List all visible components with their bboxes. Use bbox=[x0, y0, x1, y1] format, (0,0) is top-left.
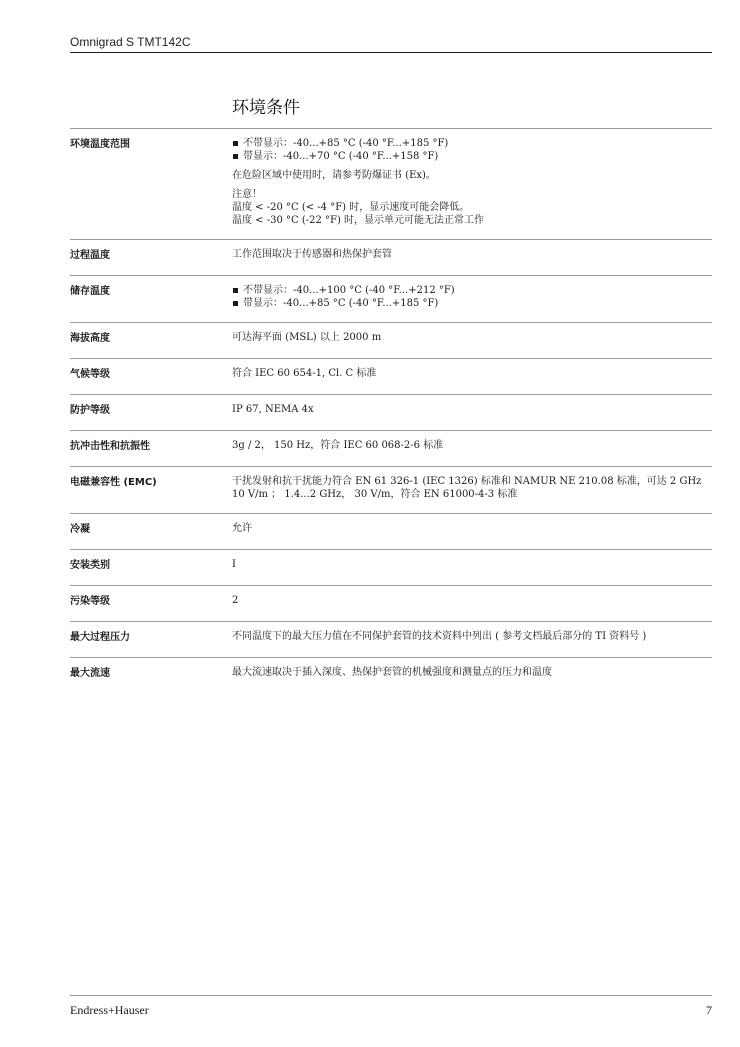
section-title: 环境条件 bbox=[232, 98, 300, 118]
spec-row-process-temperature bbox=[70, 239, 712, 275]
spec-label: 最大过程压力 bbox=[70, 632, 130, 643]
spec-row-shock-vibration bbox=[70, 430, 712, 466]
spec-value bbox=[232, 475, 712, 501]
list-item: 不带显示：-40...+85 °C (-40 °F...+185 °F) bbox=[232, 137, 712, 150]
spec-value: 符合 IEC 60 654-1, Cl. C 标准 bbox=[232, 368, 377, 379]
spec-row-protection-class bbox=[70, 394, 712, 430]
spec-value: 允许 bbox=[232, 523, 252, 534]
spec-row-pollution-degree bbox=[70, 585, 712, 621]
spec-label: 过程温度 bbox=[70, 250, 110, 261]
caution-line: 温度 < -30 °C (-22 °F) 时，显示单元可能无法正常工作 bbox=[232, 215, 485, 226]
spec-row-max-process-pressure bbox=[70, 621, 712, 657]
bullet-list bbox=[232, 284, 712, 310]
spec-label: 防护等级 bbox=[70, 405, 110, 416]
footer-rule bbox=[70, 995, 712, 996]
spec-row-installation-category bbox=[70, 549, 712, 585]
spec-row-max-flow-velocity bbox=[70, 657, 712, 693]
spec-row-emc bbox=[70, 466, 712, 513]
spec-value bbox=[232, 284, 712, 310]
spec-value: I bbox=[232, 559, 236, 570]
spec-label: 安装类别 bbox=[70, 560, 110, 571]
emc-line: 干扰发射和抗干扰能力符合 EN 61 326-1 (IEC 1326) 标准和 NAMUR NE 210.08 标准，可达 2 GHz bbox=[232, 476, 702, 487]
spec-label: 电磁兼容性 (EMC) bbox=[70, 477, 157, 488]
spec-value: 最大流速取决于插入深度、热保护套管的机械强度和测量点的压力和温度 bbox=[232, 667, 552, 678]
spec-value: 2 bbox=[232, 595, 239, 606]
spec-value: 可达海平面 (MSL) 以上 2000 m bbox=[232, 332, 382, 343]
spec-row-storage-temperature bbox=[70, 275, 712, 322]
spec-label: 抗冲击性和抗振性 bbox=[70, 441, 150, 452]
spec-row-condensation bbox=[70, 513, 712, 549]
spec-row-climate-class bbox=[70, 358, 712, 394]
caution-title: 注意！ bbox=[232, 189, 262, 200]
spec-label: 海拔高度 bbox=[70, 333, 110, 344]
spec-label: 环境温度范围 bbox=[70, 139, 130, 150]
footer-brand: Endress+Hauser bbox=[70, 1003, 149, 1017]
page-number: 7 bbox=[706, 1003, 712, 1017]
list-item: 带显示：-40...+70 °C (-40 °F...+158 °F) bbox=[232, 150, 712, 163]
list-item: 带显示：-40...+85 °C (-40 °F...+185 °F) bbox=[232, 297, 712, 310]
spec-label: 冷凝 bbox=[70, 524, 90, 535]
bullet-list bbox=[232, 137, 712, 163]
spec-table bbox=[70, 128, 712, 693]
spec-row-altitude bbox=[70, 322, 712, 358]
emc-line: 10 V/m ； 1.4...2 GHz， 30 V/m，符合 EN 61000-4-3 标准 bbox=[232, 489, 518, 500]
list-item: 不带显示：-40...+100 °C (-40 °F...+212 °F) bbox=[232, 284, 712, 297]
hazard-note: 在危险区域中使用时，请参考防爆证书 (Ex)。 bbox=[232, 170, 436, 181]
caution-line: 温度 < -20 °C (< -4 °F) 时，显示速度可能会降低。 bbox=[232, 202, 470, 213]
spec-value bbox=[232, 137, 712, 227]
header-rule bbox=[70, 52, 712, 53]
spec-value: 3g / 2， 150 Hz，符合 IEC 60 068-2-6 标准 bbox=[232, 440, 444, 451]
spec-value: 不同温度下的最大压力值在不同保护套管的技术资料中列出 ( 参考文档最后部分的 TI 资料号 ) bbox=[232, 631, 647, 642]
spec-label: 最大流速 bbox=[70, 668, 110, 679]
spec-label: 污染等级 bbox=[70, 596, 110, 607]
spec-label: 气候等级 bbox=[70, 369, 110, 380]
header-title: Omnigrad S TMT142C bbox=[70, 35, 191, 49]
spec-value: 工作范围取决于传感器和热保护套管 bbox=[232, 249, 392, 260]
spec-row-ambient-temperature bbox=[70, 128, 712, 239]
spec-label: 储存温度 bbox=[70, 286, 110, 297]
spec-value: IP 67, NEMA 4x bbox=[232, 404, 314, 415]
